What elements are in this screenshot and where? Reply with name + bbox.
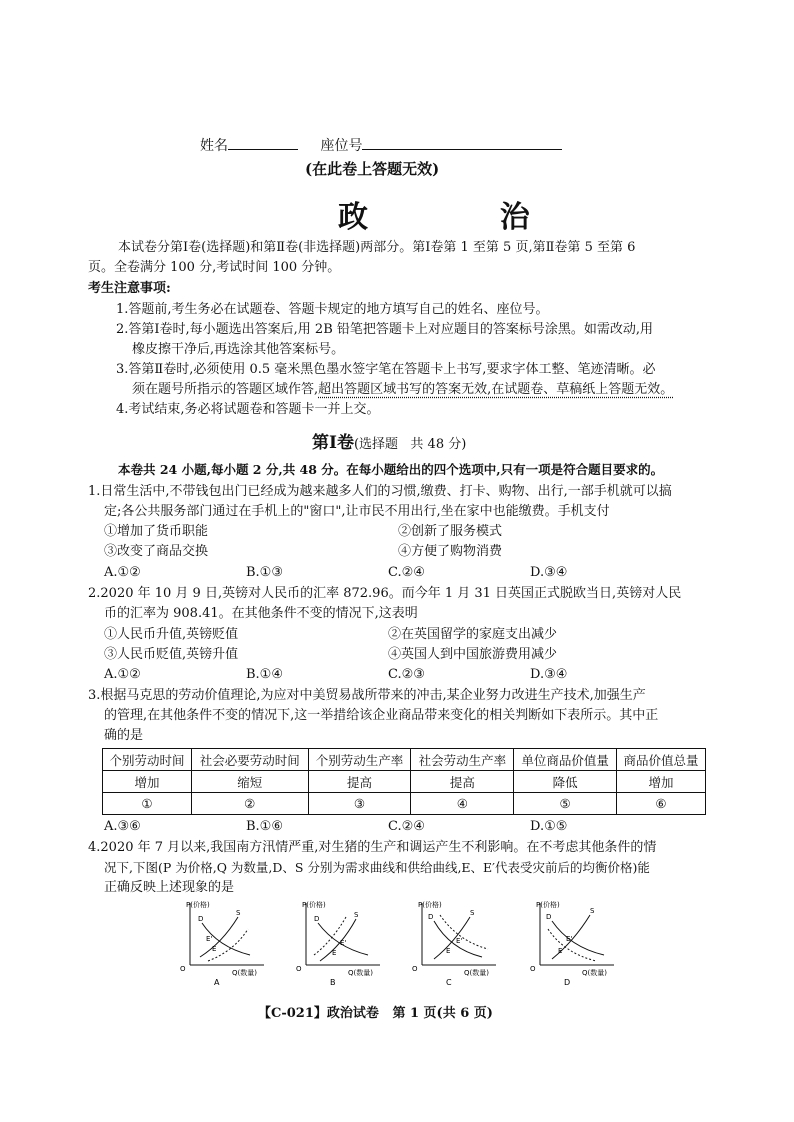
- y-axis-label: P(价格): [418, 901, 442, 909]
- table-cell: 缩短: [191, 771, 308, 793]
- q3-option-b[interactable]: B.①⑥: [246, 819, 283, 834]
- supply-label: S: [236, 909, 241, 917]
- graph-caption: A: [214, 978, 220, 987]
- q3-option-a[interactable]: A.③⑥: [104, 819, 141, 834]
- origin-label: O: [296, 965, 302, 973]
- table-cell: ②: [191, 793, 308, 815]
- name-blank[interactable]: [228, 135, 298, 150]
- demand-label: D: [546, 913, 552, 921]
- q3-line1: 3.根据马克思的劳动价值理论,为应对中美贸易战所带来的冲击,某企业努力改进生产技术,加强生产: [88, 688, 646, 703]
- table-header-cell: 商品价值总量: [617, 749, 706, 771]
- exam-title: 政 治: [338, 200, 548, 235]
- equilibrium-label: E: [212, 945, 217, 953]
- demand-label: D: [198, 915, 204, 923]
- graph-d: [530, 900, 614, 987]
- table-cell: ④: [411, 793, 514, 815]
- notice-item3b-plain: 须在题号所指示的答题区域作答,: [132, 382, 319, 397]
- x-axis-label: Q(数量): [232, 969, 257, 977]
- q4-line2: 况下,下图(P 为价格,Q 为数量,D、S 分别为需求曲线和供给曲线,E、E′代表受灾前后的均衡价格)能: [104, 860, 650, 875]
- table-cell: 提高: [411, 771, 514, 793]
- x-axis-label: Q(数量): [348, 969, 373, 977]
- equilibrium-label: E: [558, 947, 563, 955]
- q1-s1: ①增加了货币职能: [104, 524, 209, 539]
- q1-option-a[interactable]: A.①②: [104, 565, 141, 580]
- name-seat-row: [200, 135, 562, 155]
- q1-s4: ④方便了购物消费: [398, 544, 503, 559]
- table-header-row: [103, 749, 706, 771]
- section-instruction: 本卷共 24 小题,每小题 2 分,共 48 分。在每小题给出的四个选项中,只有一项是符合题目要求的。: [118, 462, 664, 477]
- q2-s2: ②在英国留学的家庭支出减少: [388, 627, 558, 642]
- y-axis-label: P(价格): [186, 901, 210, 909]
- q3-option-d[interactable]: D.①⑤: [530, 819, 568, 834]
- seat-label: 座位号: [320, 138, 363, 154]
- graph-caption: C: [446, 978, 452, 987]
- section-heading: [312, 428, 466, 453]
- q2-s1: ①人民币升值,英镑贬值: [104, 627, 239, 642]
- x-axis-label: Q(数量): [582, 969, 607, 977]
- q2-line2: 币的汇率为 908.41。在其他条件不变的情况下,这表明: [104, 606, 418, 621]
- notice-item3b: [132, 380, 673, 400]
- graph-b: [296, 900, 380, 987]
- name-label: 姓名: [200, 138, 228, 154]
- graph-caption: D: [564, 978, 571, 987]
- origin-label: O: [412, 965, 418, 973]
- table-cell: 提高: [308, 771, 411, 793]
- q4-line3: 正确反映上述现象的是: [104, 880, 235, 895]
- supply-label: S: [354, 911, 359, 919]
- q4-line1: 4.2020 年 7 月以来,我国南方汛情严重,对生猪的生产和调运产生不利影响。在不考虑其他条件的情: [88, 840, 657, 855]
- notice-item2b: 橡皮擦干净后,再选涂其他答案标号。: [132, 342, 345, 357]
- page-footer: 【C-021】政治试卷 第 1 页(共 6 页): [258, 1006, 493, 1021]
- q1-s3: ③改变了商品交换: [104, 544, 209, 559]
- supply-curve: [434, 917, 470, 959]
- q2-s4: ④英国人到中国旅游费用减少: [388, 647, 558, 662]
- origin-label: O: [530, 965, 536, 973]
- notice-item3b-emphasis: 超出答题区域书写的答案无效,在试题卷、草稿纸上答题无效。: [318, 382, 674, 397]
- notice-item2a: 2.答第Ⅰ卷时,每小题选出答案后,用 2B 铅笔把答题卡上对应题目的答案标号涂黑。如需改动,用: [116, 322, 654, 337]
- graph-a: [180, 900, 264, 987]
- q3-table: [102, 748, 706, 815]
- table-row: [103, 771, 706, 793]
- table-row: [103, 793, 706, 815]
- intro-line1: 本试卷分第Ⅰ卷(选择题)和第Ⅱ卷(非选择题)两部分。第Ⅰ卷第 1 至第 5 页,第Ⅱ卷第 5 至第 6: [118, 240, 636, 255]
- q2-s3: ③人民币贬值,英镑升值: [104, 647, 239, 662]
- equilibrium-label-prime: E': [456, 937, 463, 945]
- x-axis-label: Q(数量): [464, 969, 489, 977]
- graph-c: [412, 900, 496, 987]
- section-title: 第Ⅰ卷: [312, 433, 354, 453]
- table-header-cell: 单位商品价值量: [514, 749, 617, 771]
- y-axis-label: P(价格): [302, 901, 326, 909]
- q1-line1: 1.日常生活中,不带钱包出门已经成为越来越多人们的习惯,缴费、打卡、购物、出行,一部手机就可以搞: [88, 484, 672, 499]
- table-header-cell: 社会劳动生产率: [411, 749, 514, 771]
- q3-option-c[interactable]: C.②④: [388, 819, 425, 834]
- q1-s2: ②创新了服务模式: [398, 524, 503, 539]
- demand-label: D: [428, 913, 434, 921]
- supply-label: S: [590, 907, 595, 915]
- intro-line2: 页。全卷满分 100 分,考试时间 100 分钟。: [88, 260, 341, 275]
- equilibrium-label-prime: E': [340, 939, 347, 947]
- seat-blank[interactable]: [362, 135, 562, 150]
- table-cell: 增加: [103, 771, 192, 793]
- demand-curve-shifted: [440, 915, 488, 949]
- y-axis-label: P(价格): [536, 901, 560, 909]
- notice-item1: 1.答题前,考生务必在试题卷、答题卡规定的地方填写自己的姓名、座位号。: [116, 302, 549, 317]
- table-header-cell: 个别劳动时间: [103, 749, 192, 771]
- supply-curve: [320, 919, 356, 961]
- invalid-note: (在此卷上答题无效): [305, 160, 440, 178]
- table-cell: 降低: [514, 771, 617, 793]
- q4-graphs: [170, 895, 630, 990]
- equilibrium-label: E: [446, 947, 451, 955]
- equilibrium-label: E: [332, 949, 337, 957]
- notice-item3a: 3.答第Ⅱ卷时,必须使用 0.5 毫米黑色墨水签字笔在答题卡上书写,要求字体工整、笔迹清晰。必: [116, 362, 656, 377]
- equilibrium-label-prime: E': [566, 935, 573, 943]
- table-header-cell: 个别劳动生产率: [308, 749, 411, 771]
- table-cell: ⑥: [617, 793, 706, 815]
- equilibrium-label-prime: E': [206, 935, 213, 943]
- demand-label: D: [314, 915, 320, 923]
- q1-option-b[interactable]: B.①③: [246, 565, 283, 580]
- notice-heading: 考生注意事项:: [88, 281, 171, 296]
- table-cell: 增加: [617, 771, 706, 793]
- graph-caption: B: [330, 978, 336, 987]
- table-cell: ③: [308, 793, 411, 815]
- q1-option-d[interactable]: D.③④: [530, 565, 568, 580]
- origin-label: O: [180, 965, 186, 973]
- table-header-cell: 社会必要劳动时间: [191, 749, 308, 771]
- notice-item4: 4.考试结束,务必将试题卷和答题卡一并上交。: [116, 402, 380, 417]
- q1-line2: 定;各公共服务部门通过在手机上的"窗口",让市民不用出行,坐在家中也能缴费。手机支付: [104, 504, 610, 519]
- table-cell: ①: [103, 793, 192, 815]
- q1-option-c[interactable]: C.②④: [388, 565, 425, 580]
- q2-option-b[interactable]: B.①④: [246, 667, 283, 682]
- q2-option-c[interactable]: C.②③: [388, 667, 425, 682]
- q2-option-d[interactable]: D.③④: [530, 667, 568, 682]
- table-cell: ⑤: [514, 793, 617, 815]
- q3-line2: 的管理,在其他条件不变的情况下,这一举措给该企业商品带来变化的相关判断如下表所示。其中正: [104, 708, 659, 723]
- q3-line3: 确的是: [104, 728, 144, 743]
- q2-option-a[interactable]: A.①②: [104, 667, 141, 682]
- section-subtitle: (选择题 共 48 分): [353, 437, 467, 452]
- q2-line1: 2.2020 年 10 月 9 日,英镑对人民币的汇率 872.96。而今年 1 月 31 日英国正式脱欧当日,英镑对人民: [88, 586, 682, 601]
- supply-label: S: [470, 909, 475, 917]
